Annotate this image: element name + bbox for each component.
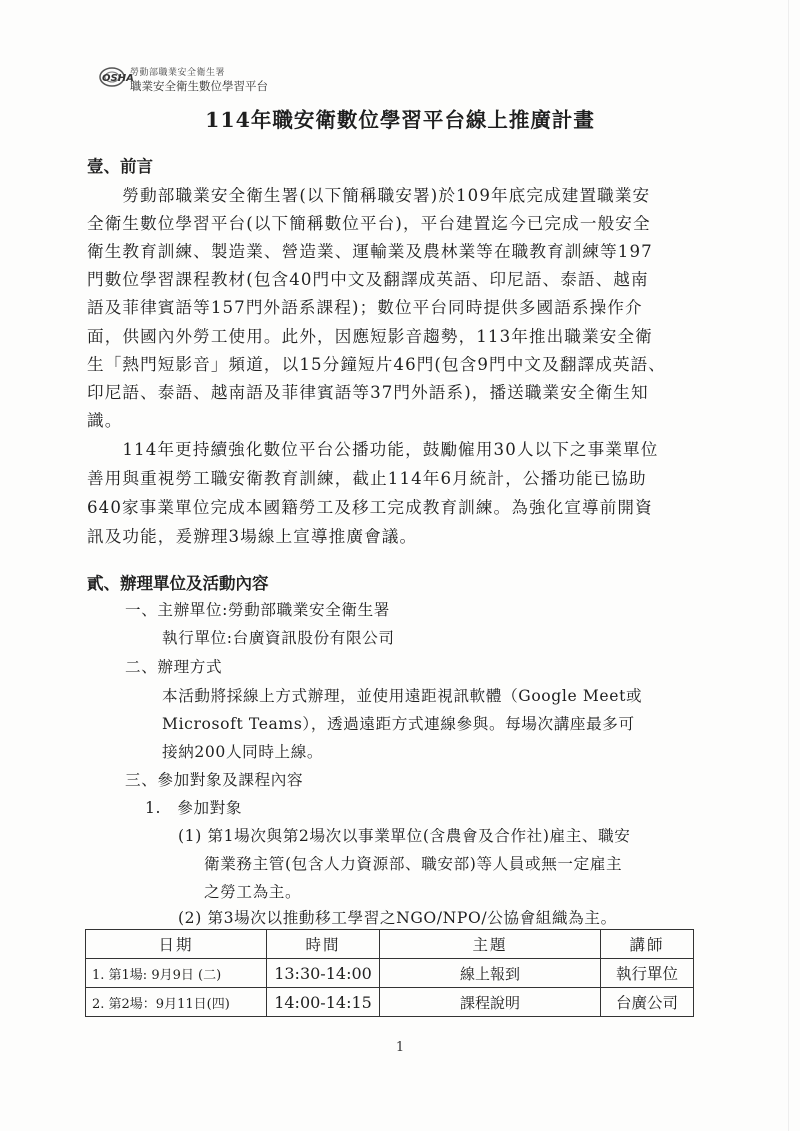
org-name-line2: 職業安全衛生數位學習平台: [130, 79, 268, 93]
intro-line: 印尼語、泰語、越南語及菲律賓語等37門外語系)，播送職業安全衛生知: [87, 383, 649, 402]
intro-line: 善用與重視勞工職安衛教育訓練，截止114年6月統計，公播功能已協助: [87, 469, 647, 488]
intro-line: 衛生教育訓練、製造業、營造業、運輸業及農林業等在職教育訓練等197: [87, 242, 653, 261]
section2-heading: 貳、辦理單位及活動內容: [87, 574, 269, 593]
intro-line: 全衛生數位學習平台(以下簡稱數位平台)，平台建置迄今已完成一般安全: [87, 214, 651, 233]
col-topic: 主題: [380, 930, 601, 959]
svg-text:OSHA: OSHA: [102, 73, 134, 84]
audience-title: 三、參加對象及課程內容: [125, 771, 304, 789]
scan-edge: [788, 0, 789, 1131]
audience-item: 衛業務主管(包含人力資源部、職安部)等人員或無一定雇主: [204, 855, 623, 873]
method-line: 接納200人同時上線。: [162, 743, 324, 761]
cell-speaker: 台廣公司: [601, 988, 694, 1017]
col-speaker: 講師: [601, 930, 694, 959]
method-line: Microsoft Teams），透過遠距方式連線參與。每場次講座最多可: [162, 715, 635, 733]
audience-item: (1) 第1場次與第2場次以事業單位(含農會及合作社)雇主、職安: [178, 827, 631, 845]
cell-speaker: 執行單位: [601, 959, 694, 988]
cell-date: 2. 第2場：9月11日(四): [86, 988, 267, 1017]
cell-topic: 課程說明: [380, 988, 601, 1017]
col-time: 時間: [267, 930, 380, 959]
cell-topic: 線上報到: [380, 959, 601, 988]
intro-line: 識。: [87, 411, 123, 430]
osha-logo: [99, 66, 134, 88]
intro-line: 門數位學習課程教材(包含40門中文及翻譯成英語、印尼語、泰語、越南: [87, 270, 649, 289]
org-name-line1: 勞動部職業安全衛生署: [130, 68, 226, 78]
intro-line: 640家事業單位完成本國籍勞工及移工完成教育訓練。為強化宣導前開資: [87, 498, 653, 517]
intro-line: 勞動部職業安全衛生署(以下簡稱職安署)於109年底完成建置職業安: [87, 186, 651, 205]
cell-time: 14:00-14:15: [267, 988, 380, 1017]
intro-line: 語及菲律賓語等157門外語系課程)；數位平台同時提供多國語系操作介: [87, 298, 643, 317]
intro-line: 114年更持續強化數位平台公播功能，鼓勵僱用30人以下之事業單位: [87, 440, 659, 459]
method-title: 二、辦理方式: [125, 658, 223, 676]
audience-sub-title: 1. 參加對象: [145, 799, 243, 817]
intro-line: 訊及功能，爰辦理3場線上宣導推廣會議。: [87, 527, 418, 546]
schedule-table: [85, 929, 694, 1017]
intro-line: 生「熱門短影音」頻道，以15分鐘短片46門(包含9門中文及翻譯成英語、: [87, 355, 666, 374]
cell-date: 1. 第1場: 9月9日 (二): [86, 959, 267, 988]
document-title: 114年職安衛數位學習平台線上推廣計畫: [205, 108, 595, 132]
table-header-row: [86, 930, 694, 959]
section1-heading: 壹、前言: [87, 157, 153, 176]
exec-unit: 執行單位:台廣資訊股份有限公司: [162, 629, 395, 647]
table-row: [86, 988, 694, 1017]
audience-item: 之勞工為主。: [204, 883, 302, 901]
table-row: [86, 959, 694, 988]
method-line: 本活動將採線上方式辦理，並使用遠距視訊軟體（Google Meet或: [162, 687, 643, 705]
cell-time: 13:30-14:00: [267, 959, 380, 988]
page-number: 1: [395, 1040, 405, 1055]
audience-item: (2) 第3場次以推動移工學習之NGO/NPO/公協會組織為主。: [178, 909, 617, 927]
col-date: 日期: [86, 930, 267, 959]
intro-line: 面，供國內外勞工使用。此外，因應短影音趨勢，113年推出職業安全衛: [87, 327, 653, 346]
host-unit: 一、主辦單位:勞動部職業安全衛生署: [125, 601, 390, 619]
